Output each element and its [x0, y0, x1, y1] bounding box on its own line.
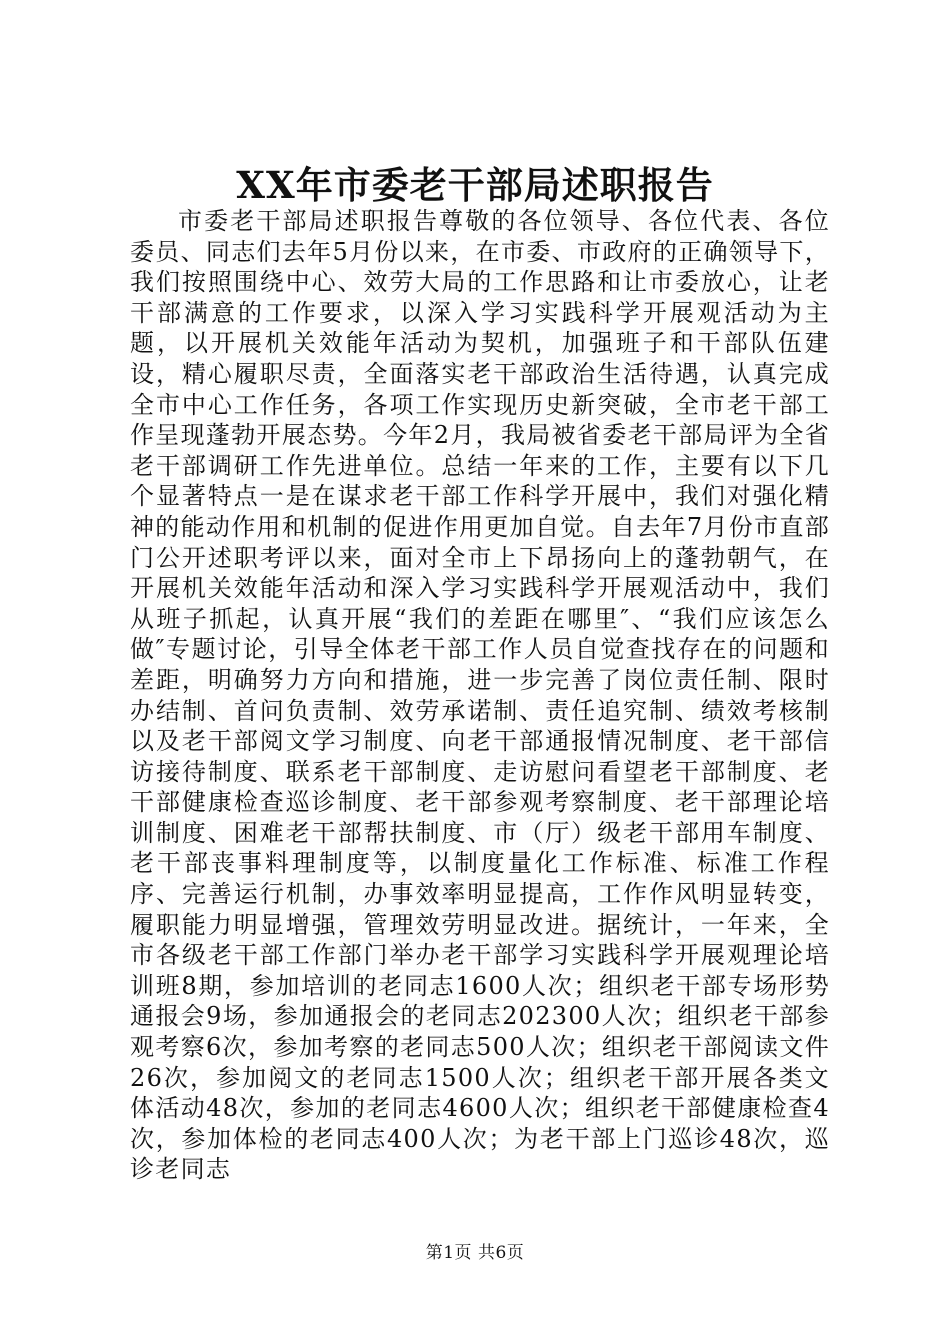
page-number-footer: 第1页 共6页: [425, 1243, 525, 1263]
document-body-paragraph: 市委老干部局述职报告尊敬的各位领导、各位代表、各位委员、同志们去年5月份以来，在市委、市政府的正确领导下，我们按照围绕中心、效劳大局的工作思路和让市委放心，让老干部满意的工作要求，以深入学习实践科学开展观活动为主题，以开展机关效能年活动为契机，加强班子和干部队伍建设，精心履职尽责，全面落实老干部政治生活待遇，认真完成全市中心工作任务，各项工作实现历史新突破，全市老干部工作呈现蓬勃开展态势。今年2月，我局被省委老干部局评为全省老干部调研工作先进单位。总结一年来的工作，主要有以下几个显著特点一是在谋求老干部工作科学开展中，我们对强化精神的能动作用和机制的促进作用更加自觉。自去年7月份市直部门公开述职考评以来，面对全市上下昂扬向上的蓬勃朝气，在开展机关效能年活动和深入学习实践科学开展观活动中，我们从班子抓起，认真开展“我们的差距在哪里″、“我们应该怎么做″专题讨论，引导全体老干部工作人员自觉查找存在的问题和差距，明确努力方向和措施，进一步完善了岗位责任制、限时办结制、首问负责制、效劳承诺制、责任追究制、绩效考核制以及老干部阅文学习制度、向老干部通报情况制度、老干部信访接待制度、联系老干部制度、走访慰问看望老干部制度、老干部健康检查巡诊制度、老干部参观考察制度、老干部理论培训制度、困难老干部帮扶制度、市（厅）级老干部用车制度、老干部丧事料理制度等，以制度量化工作标准、标准工作程序、完善运行机制，办事效率明显提高，工作作风明显转变，履职能力明显增强，管理效劳明显改进。据统计，一年来，全市各级老干部工作部门举办老干部学习实践科学开展观理论培训班8期，参加培训的老同志1600人次；组织老干部专场形势通报会9场，参加通报会的老同志202300人次；组织老干部参观考察6次，参加考察的老同志500人次；组织老干部阅读文件26次，参加阅文的老同志1500人次；组织老干部开展各类文体活动48次，参加的老同志4600人次；组织老干部健康检查4次，参加体检的老同志400人次；为老干部上门巡诊48次，巡诊老同志: [130, 207, 830, 1184]
document-title: XX年市委老干部局述职报告: [236, 163, 714, 207]
